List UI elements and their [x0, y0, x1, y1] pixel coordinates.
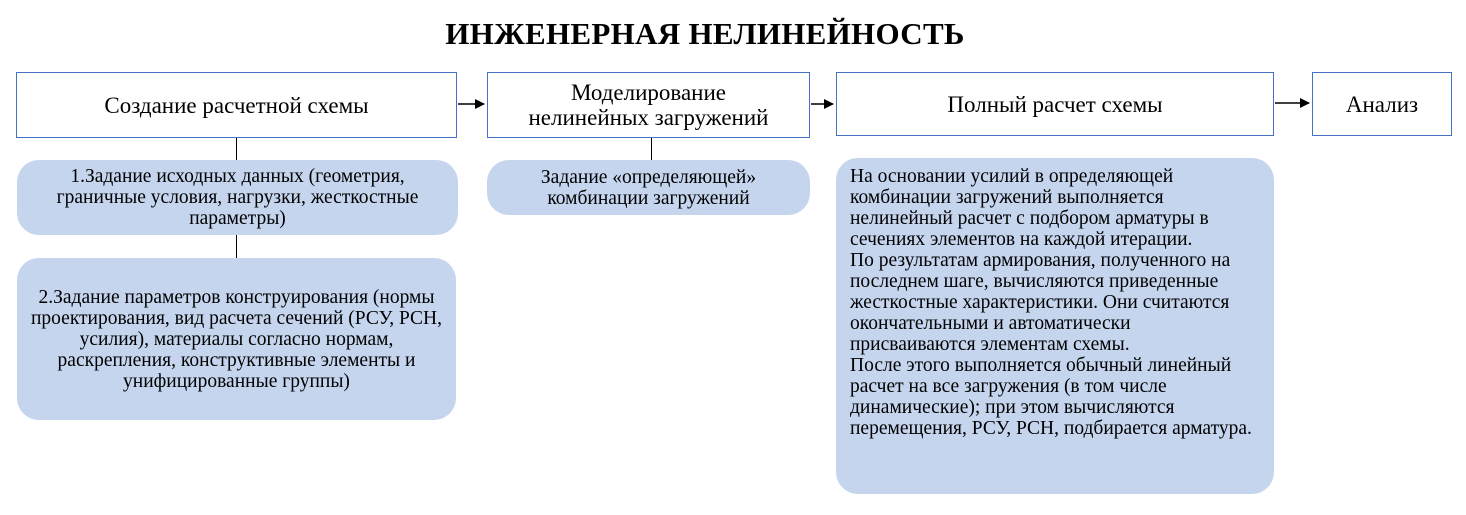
note-full-calculation-para-3: После этого выполняется обычный линейный расчет на все загружения (в том числе динамические); при этом вычисляются перемещения, РСУ, РСН, подбирается арматура. [850, 355, 1252, 439]
connector-note1-note2 [236, 235, 237, 258]
note-defining-combination-text: Задание «определяющей» комбинации загружений [540, 166, 757, 209]
diagram-title: ИНЖЕНЕРНАЯ НЕЛИНЕЙНОСТЬ [445, 16, 965, 51]
step-create-scheme-label: Создание расчетной схемы [104, 92, 369, 118]
note-full-calculation [836, 158, 1274, 494]
note-design-parameters [17, 258, 456, 420]
connector-step2-note [651, 138, 652, 160]
connector-step1-note1 [236, 138, 237, 160]
note-initial-data [17, 160, 458, 235]
note-full-calculation-para-1: На основании усилий в определяющей комбинации загружений выполняется нелинейный расчет с подбором арматуры в сечениях элементов на каждой итерации. [850, 166, 1209, 250]
step-full-calculation-label: Полный расчет схемы [947, 91, 1163, 117]
note-full-calculation-para-2: По результатам армирования, полученного на последнем шаге, вычисляются приведенные жесткостные характеристики. Они считаются окончательными и автоматически присваиваются элементам схемы. [850, 250, 1231, 355]
step-analysis-label: Анализ [1345, 91, 1419, 117]
note-design-parameters-text: 2.Задание параметров конструирования (нормы проектирования, вид расчета сечений (РСУ, РСН, усилия), материалы согласно нормам, раскрепления, конструктивные элементы и унифицированные группы) [30, 286, 442, 392]
note-defining-combination [487, 160, 810, 215]
step-model-nonlinear-loads-label: Моделирование нелинейных загружений [528, 80, 769, 130]
note-initial-data-text: 1.Задание исходных данных (геометрия, граничные условия, нагрузки, жесткостные параметры) [56, 166, 419, 229]
